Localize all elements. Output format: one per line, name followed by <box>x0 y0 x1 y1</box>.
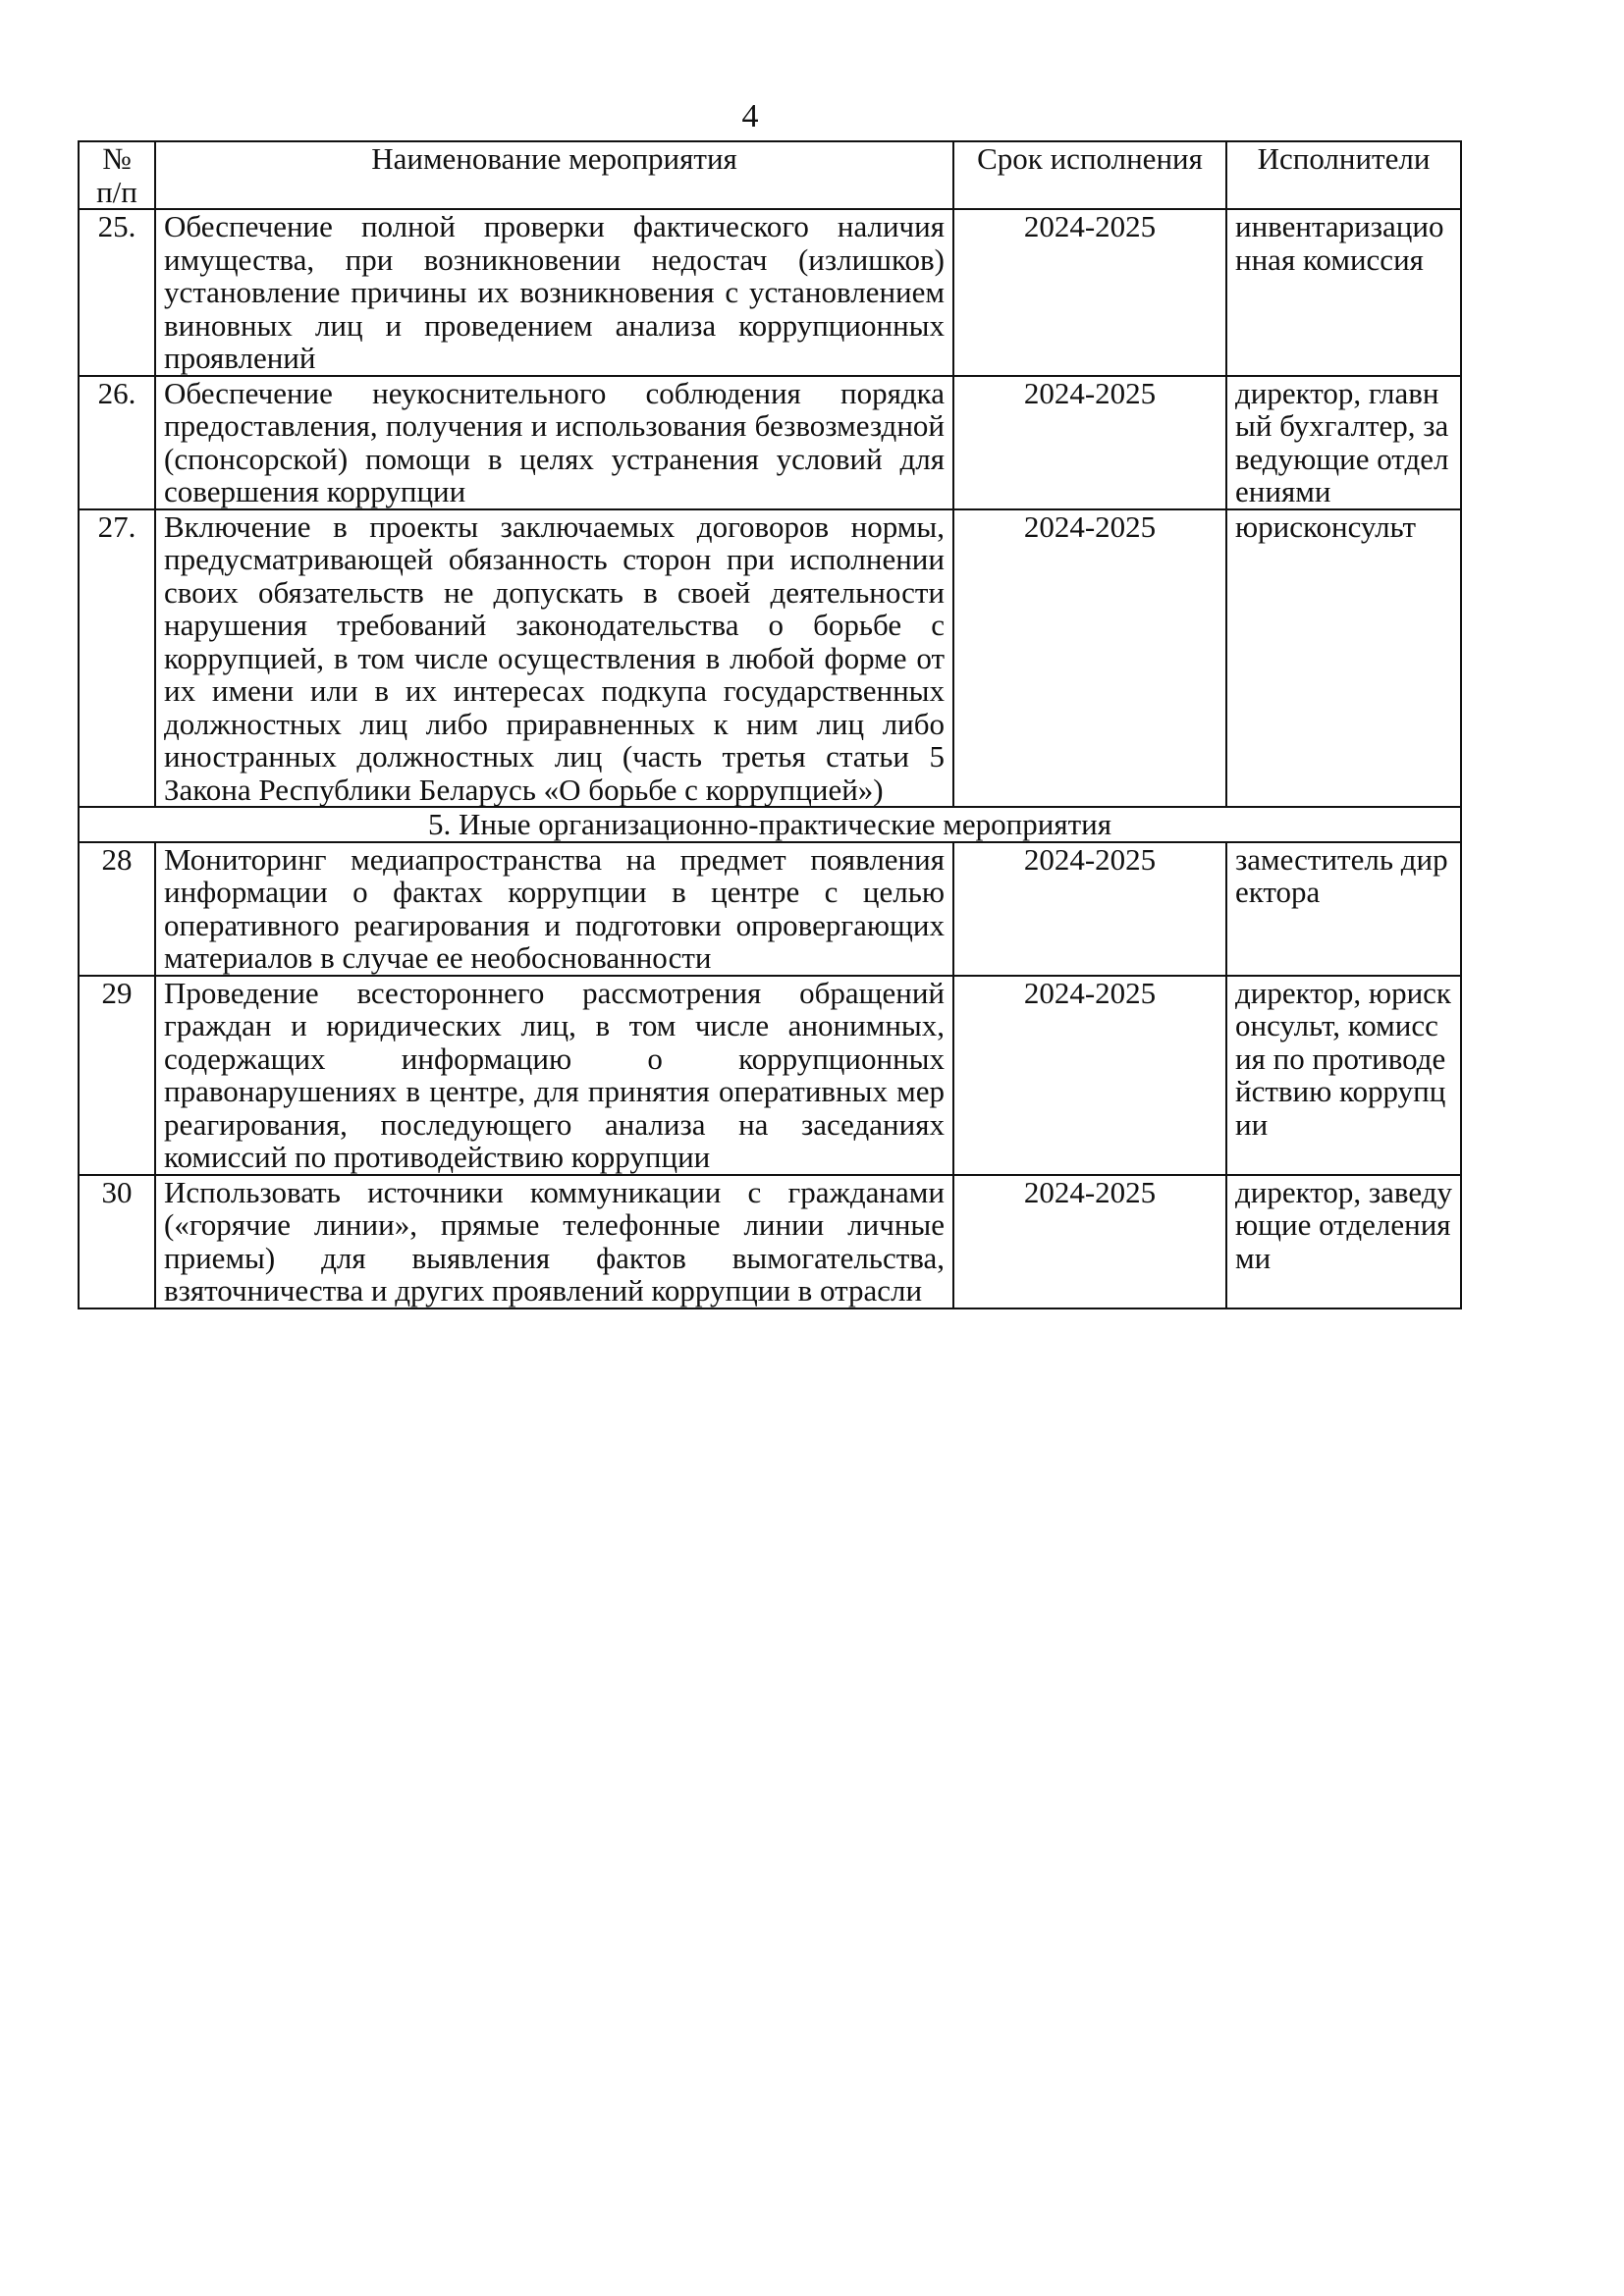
table-body-section-5 <box>79 842 1461 1308</box>
row-term: 2024-2025 <box>953 509 1226 808</box>
table-row <box>79 842 1461 976</box>
row-number: 27. <box>79 509 155 808</box>
row-term: 2024-2025 <box>953 209 1226 376</box>
row-term: 2024-2025 <box>953 376 1226 509</box>
table-row <box>79 376 1461 509</box>
row-activity-name: Использовать источники коммуникации с гражданами («горячие линии», прямые телефонные линии личные приемы) для выявления фактов вымогательства, взяточничества и других проявлений коррупции в отрасли <box>155 1175 953 1308</box>
header-term: Срок исполнения <box>953 141 1226 209</box>
row-executors: директор, заведующие отделениями <box>1226 1175 1461 1308</box>
row-activity-name: Обеспечение полной проверки фактического наличия имущества, при возникновении недостач (излишков) установление причины их возникновения с установлением виновных лиц и проведением анализа коррупционных проявлений <box>155 209 953 376</box>
page-number: 4 <box>741 98 759 134</box>
row-executors: заместитель директора <box>1226 842 1461 976</box>
row-number: 28 <box>79 842 155 976</box>
row-executors: инвентаризационная комиссия <box>1226 209 1461 376</box>
row-executors: директор, главный бухгалтер, заведующие отделениями <box>1226 376 1461 509</box>
table-body-section-4 <box>79 209 1461 807</box>
row-activity-name: Проведение всестороннего рассмотрения обращений граждан и юридических лиц, в том числе анонимных, содержащих информацию о коррупционных правонарушениях в центре, для принятия оперативных мер реагирования, последующего анализа на заседаниях комиссий по противодействию коррупции <box>155 976 953 1175</box>
row-activity-name: Обеспечение неукоснительного соблюдения порядка предоставления, получения и использования безвозмездной (спонсорской) помощи в целях устранения условий для совершения коррупции <box>155 376 953 509</box>
row-activity-name: Включение в проекты заключаемых договоров нормы, предусматривающей обязанность сторон при исполнении своих обязательств не допускать в своей деятельности нарушения требований законодательства о борьбе с коррупцией, в том числе осуществления в любой форме от их имени или в их интересах подкупа государственных должностных лиц либо приравненных к ним лиц либо иностранных должностных лиц (часть третья статьи 5 Закона Республики Беларусь «О борьбе с коррупцией») <box>155 509 953 808</box>
action-plan-table <box>78 140 1462 1309</box>
row-term: 2024-2025 <box>953 842 1226 976</box>
section-heading-row <box>79 807 1461 842</box>
row-executors: юрисконсульт <box>1226 509 1461 808</box>
row-number: 30 <box>79 1175 155 1308</box>
row-number: 26. <box>79 376 155 509</box>
row-number: 25. <box>79 209 155 376</box>
row-activity-name: Мониторинг медиапространства на предмет появления информации о фактах коррупции в центре с целью оперативного реагирования и подготовки опровергающих материалов в случае ее необоснованности <box>155 842 953 976</box>
header-executors: Исполнители <box>1226 141 1461 209</box>
header-name: Наименование мероприятия <box>155 141 953 209</box>
row-term: 2024-2025 <box>953 1175 1226 1308</box>
table-row <box>79 1175 1461 1308</box>
row-number: 29 <box>79 976 155 1175</box>
row-term: 2024-2025 <box>953 976 1226 1175</box>
section-heading: 5. Иные организационно-практические мероприятия <box>79 807 1461 842</box>
table-row <box>79 509 1461 808</box>
row-executors: директор, юрисконсульт, комиссия по противодействию коррупции <box>1226 976 1461 1175</box>
table-row <box>79 209 1461 376</box>
header-num: № п/п <box>79 141 155 209</box>
table-row <box>79 976 1461 1175</box>
table-header-row <box>79 141 1461 209</box>
